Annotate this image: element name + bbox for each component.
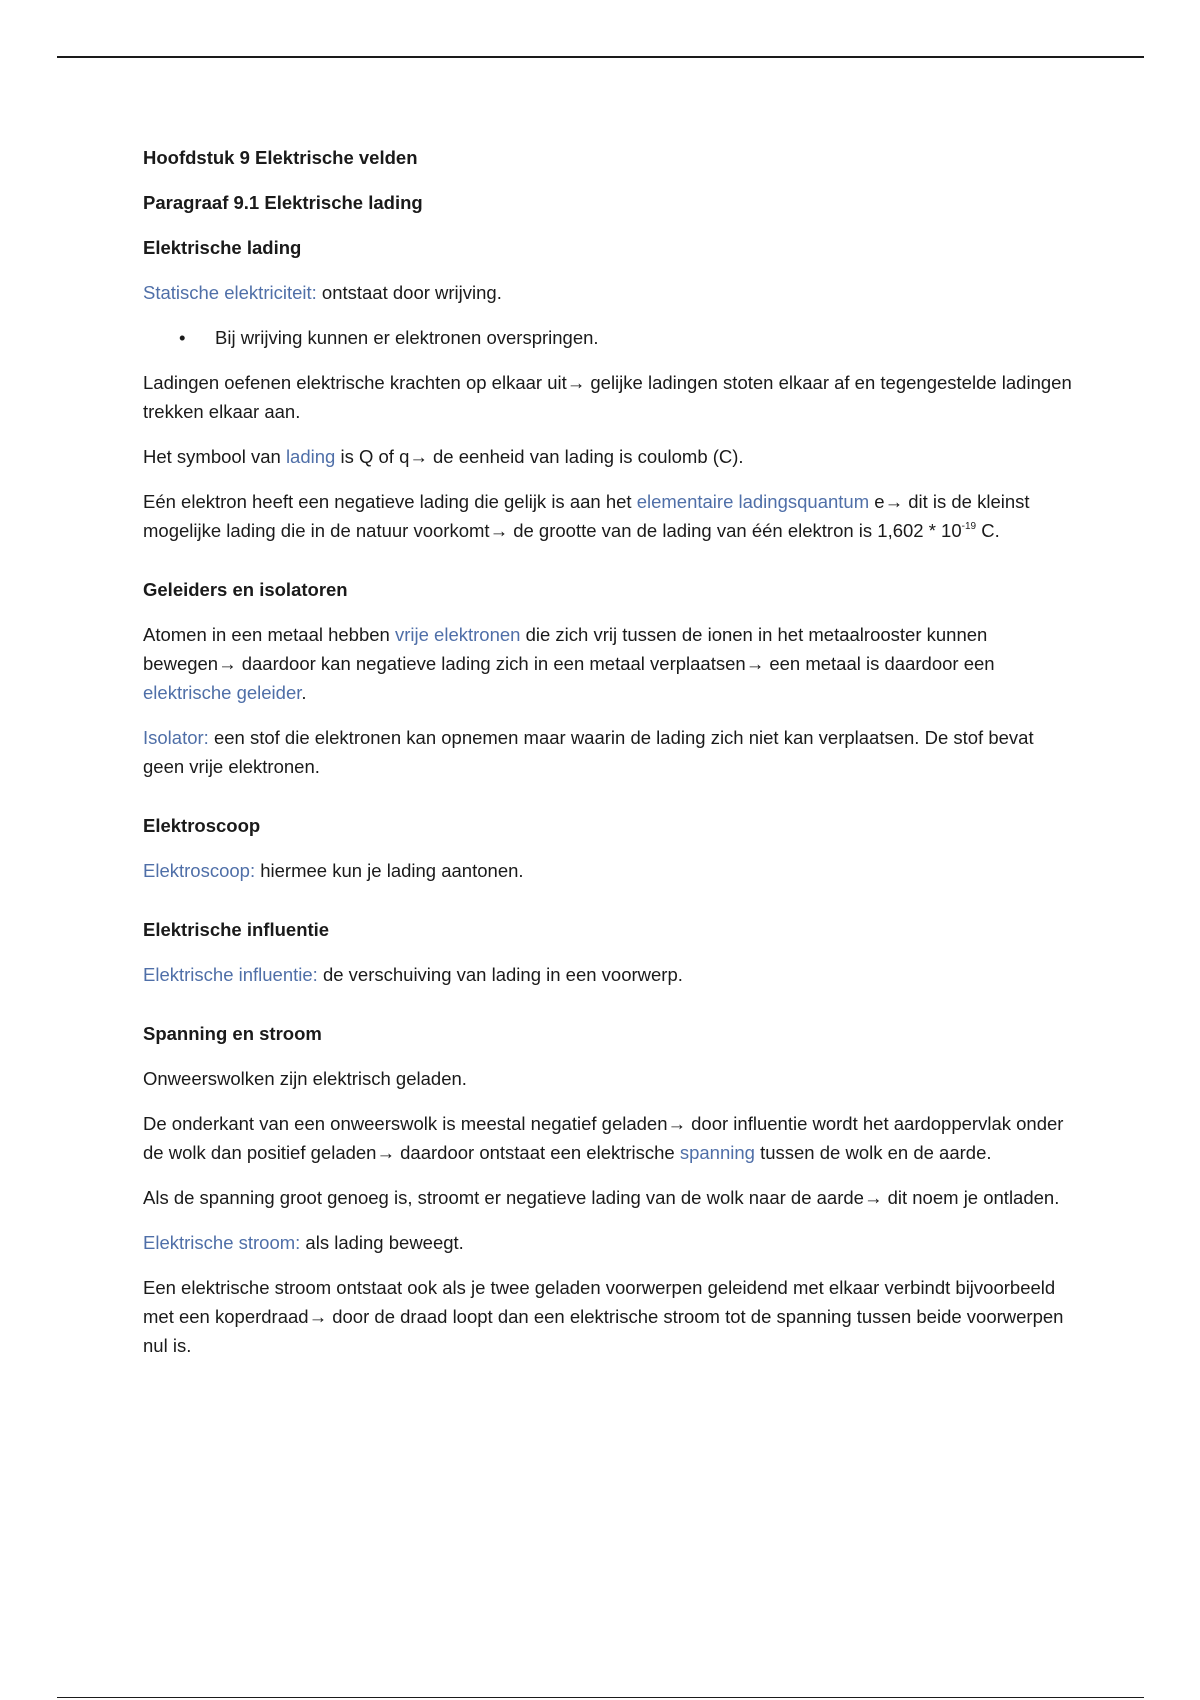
term-elektrische-influentie: Elektrische influentie:	[143, 964, 318, 985]
section-heading-influentie: Elektrische influentie	[143, 919, 330, 940]
header-rule	[57, 56, 1144, 58]
paragraph-ontladen: Als de spanning groot genoeg is, stroomt er negatieve lading van de wolk naar de aarde→ dit noem je ontladen.	[143, 1187, 1060, 1208]
arrow-icon: →	[489, 520, 509, 541]
arrow-icon: →	[566, 372, 586, 393]
bullet-list	[143, 323, 1073, 352]
definition-isolator: Isolator: een stof die elektronen kan opnemen maar waarin de lading zich niet kan verplaatsen. De stof bevat geen vrije elektronen.	[143, 727, 1034, 777]
list-item: • Bij wrijving kunnen er elektronen overspringen.	[215, 323, 1073, 352]
definition-statische-elektriciteit: Statische elektriciteit: ontstaat door wrijving.	[143, 282, 502, 303]
definition-influentie: Elektrische influentie: de verschuiving van lading in een voorwerp.	[143, 964, 683, 985]
paragraph-vrije-elektronen: Atomen in een metaal hebben vrije elektronen die zich vrij tussen de ionen in het metaalrooster kunnen bewegen→ daardoor kan negatieve lading zich in een metaal verplaatsen→ een metaal is daardoor een elektrische geleider.	[143, 624, 995, 703]
term-elementaire-ladingsquantum: elementaire ladingsquantum	[636, 491, 870, 512]
arrow-icon: →	[667, 1113, 686, 1134]
bullet-icon: •	[179, 327, 186, 348]
definition-elektrische-stroom: Elektrische stroom: als lading beweegt.	[143, 1232, 464, 1253]
paragraph-onweerswolken: Onweerswolken zijn elektrisch geladen.	[143, 1068, 467, 1089]
definition-elektroscoop: Elektroscoop: hiermee kun je lading aantonen.	[143, 860, 524, 881]
term-elektroscoop: Elektroscoop:	[143, 860, 256, 881]
exponent: -19	[961, 521, 977, 532]
arrow-icon: →	[884, 491, 904, 512]
paragraph-koperdraad: Een elektrische stroom ontstaat ook als je twee geladen voorwerpen geleidend met elkaar verbindt bijvoorbeeld met een koperdraad→ door de draad loopt dan een elektrische stroom tot de spanning tussen beide voorwerpen nul is.	[143, 1277, 1064, 1356]
chapter-title: Hoofdstuk 9 Elektrische velden	[143, 147, 418, 168]
term-statische-elektriciteit: Statische elektriciteit:	[143, 282, 317, 303]
section-heading-spanning-stroom: Spanning en stroom	[143, 1023, 322, 1044]
term-elektrische-stroom: Elektrische stroom:	[143, 1232, 301, 1253]
paragraph-krachten: Ladingen oefenen elektrische krachten op elkaar uit→ gelijke ladingen stoten elkaar af en tegengestelde ladingen trekken elkaar aan.	[143, 372, 1072, 422]
arrow-icon: →	[376, 1142, 395, 1163]
arrow-icon: →	[308, 1306, 328, 1327]
paragraph-elementaire-lading: Eén elektron heeft een negatieve lading die gelijk is aan het elementaire ladingsquantum e→ dit is de kleinst mogelijke lading die in de natuur voorkomt→ de grootte van de lading van één elektron is $1,602 * 10^{-19}$ C.	[143, 491, 1030, 541]
arrow-icon: →	[218, 653, 237, 674]
term-elektrische-geleider: elektrische geleider	[143, 682, 302, 703]
section-heading-elektrische-lading: Elektrische lading	[143, 237, 302, 258]
arrow-icon: →	[745, 653, 765, 674]
arrow-icon: →	[863, 1187, 883, 1208]
term-lading: lading	[285, 446, 336, 467]
paragraph-title: Paragraaf 9.1 Elektrische lading	[143, 192, 423, 213]
term-isolator: Isolator:	[143, 727, 209, 748]
arrow-icon: →	[409, 446, 428, 467]
section-heading-geleiders: Geleiders en isolatoren	[143, 579, 348, 600]
document-body	[143, 143, 1073, 1376]
paragraph-onderkant-wolk: De onderkant van een onweerswolk is meestal negatief geladen→ door influentie wordt het aardoppervlak onder de wolk dan positief geladen→ daardoor ontstaat een elektrische spanning tussen de wolk en de aarde.	[143, 1113, 1064, 1163]
paragraph-symbool: Het symbool van lading is Q of q→ de eenheid van lading is coulomb (C).	[143, 446, 744, 467]
section-heading-elektroscoop: Elektroscoop	[143, 815, 261, 836]
footer-rule	[57, 1697, 1144, 1698]
term-vrije-elektronen: vrije elektronen	[394, 624, 521, 645]
term-spanning: spanning	[679, 1142, 755, 1163]
